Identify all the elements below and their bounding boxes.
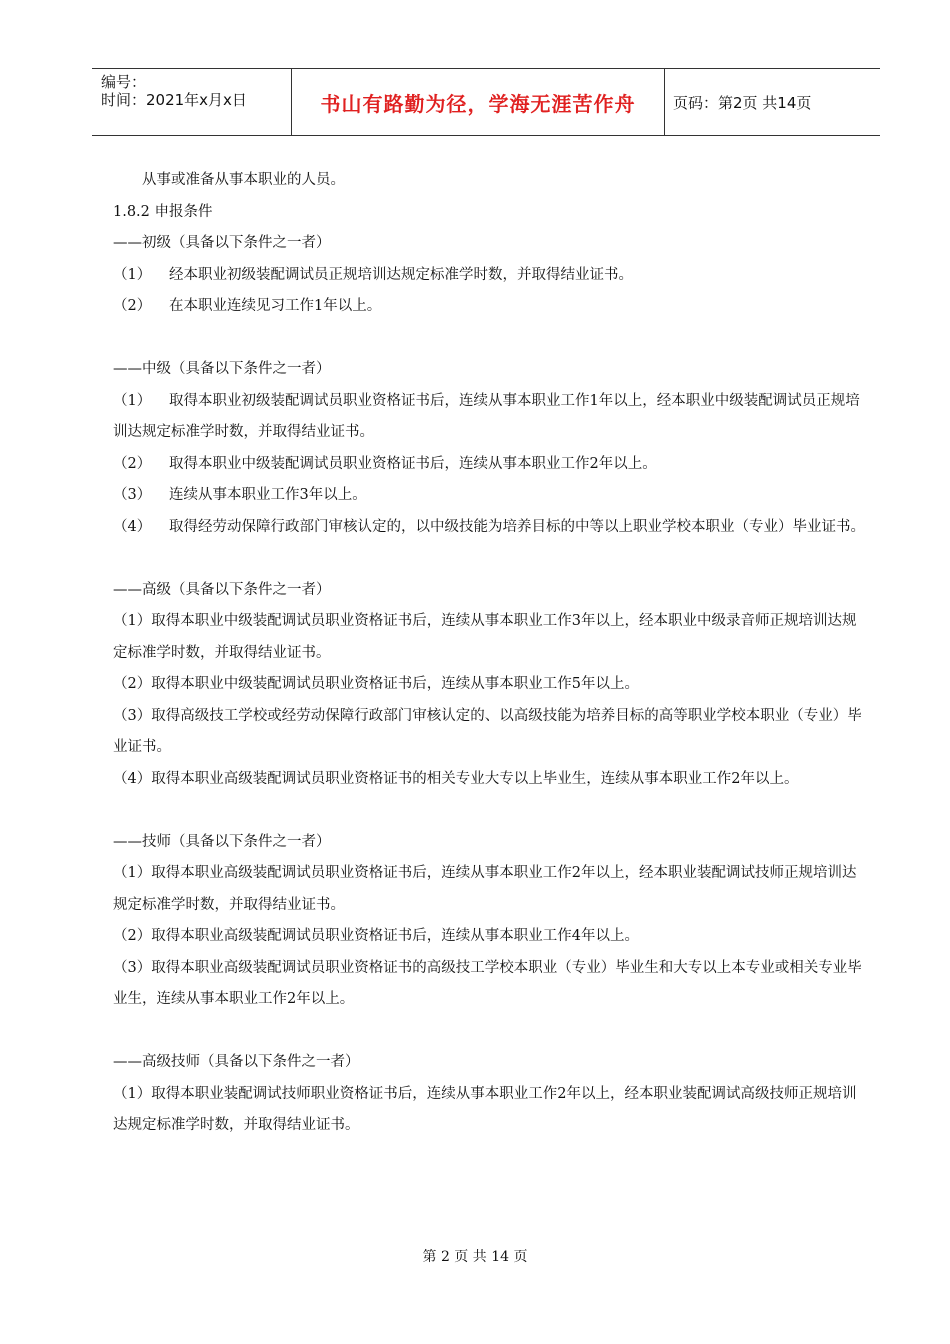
item-number: （1） xyxy=(113,392,152,409)
list-item: （1）取得本职业高级装配调试员职业资格证书后，连续从事本职业工作2年以上，经本职业装配调试技师正规培训达规定标准学时数，并取得结业证书。 xyxy=(113,865,857,913)
spacer xyxy=(113,323,865,355)
item-text: 取得本职业中级装配调试员职业资格证书后，连续从事本职业工作2年以上。 xyxy=(169,455,657,472)
header-meta xyxy=(92,69,292,135)
item-number: （2） xyxy=(113,455,152,472)
list-item: （1）取得本职业中级装配调试员职业资格证书后，连续从事本职业工作3年以上，经本职业中级录音师正规培训达规定标准学时数，并取得结业证书。 xyxy=(113,613,857,661)
list-item: （3）取得高级技工学校或经劳动保障行政部门审核认定的、以高级技能为培养目标的高等职业学校本职业（专业）毕业证书。 xyxy=(113,707,862,755)
intro-paragraph: 从事或准备从事本职业的人员。 xyxy=(142,172,345,188)
document-number-label: 编号： xyxy=(101,73,147,91)
list-item xyxy=(113,291,865,323)
list-item xyxy=(113,449,865,481)
item-text: 取得本职业初级装配调试员职业资格证书后，连续从事本职业工作1年以上，经本职业中级装配调试员正规培训达规定标准学时数，并取得结业证书。 xyxy=(113,392,860,440)
item-text: 取得经劳动保障行政部门审核认定的，以中级技能为培养目标的中等以上职业学校本职业（专业）毕业证书。 xyxy=(169,518,865,535)
header-motto: 书山有路勤为径，学海无涯苦作舟 xyxy=(292,69,665,135)
item-number: （2） xyxy=(113,298,152,314)
page-footer: 第 2 页 共 14 页 xyxy=(422,1249,528,1265)
list-item: （1）取得本职业装配调试技师职业资格证书后，连续从事本职业工作2年以上，经本职业装配调试高级技师正规培训达规定标准学时数，并取得结业证书。 xyxy=(113,1085,857,1133)
list-item xyxy=(113,512,865,544)
document-time-label: 时间：2021年x月x日 xyxy=(101,91,247,109)
spacer xyxy=(113,543,865,575)
list-item: （2）取得本职业高级装配调试员职业资格证书后，连续从事本职业工作4年以上。 xyxy=(113,928,639,944)
document-body xyxy=(113,165,865,1142)
junior-heading: ——初级（具备以下条件之一者） xyxy=(113,235,331,251)
senior-heading: ——高级（具备以下条件之一者） xyxy=(113,581,331,598)
intermediate-heading: ——中级（具备以下条件之一者） xyxy=(113,361,331,377)
section-heading: 1.8.2 申报条件 xyxy=(113,203,213,220)
list-item xyxy=(113,260,865,292)
technician-heading: ——技师（具备以下条件之一者） xyxy=(113,833,331,850)
list-item: （2）取得本职业中级装配调试员职业资格证书后，连续从事本职业工作5年以上。 xyxy=(113,676,639,692)
spacer xyxy=(113,1016,865,1048)
header-page-label: 页码：第2页 共14页 xyxy=(673,93,812,112)
item-text: 在本职业连续见习工作1年以上。 xyxy=(169,298,382,314)
item-text: 连续从事本职业工作3年以上。 xyxy=(169,487,367,503)
item-number: （3） xyxy=(113,487,152,503)
page-header xyxy=(92,68,880,136)
spacer xyxy=(113,795,865,827)
item-text: 经本职业初级装配调试员正规培训达规定标准学时数，并取得结业证书。 xyxy=(169,266,633,283)
senior-technician-heading: ——高级技师（具备以下条件之一者） xyxy=(113,1054,360,1070)
list-item xyxy=(113,386,865,449)
item-number: （1） xyxy=(113,266,152,283)
list-item: （3）取得本职业高级装配调试员职业资格证书的高级技工学校本职业（专业）毕业生和大专以上本专业或相关专业毕业生，连续从事本职业工作2年以上。 xyxy=(113,959,862,1007)
item-number: （4） xyxy=(113,518,152,535)
list-item xyxy=(113,480,865,512)
list-item: （4）取得本职业高级装配调试员职业资格证书的相关专业大专以上毕业生，连续从事本职业工作2年以上。 xyxy=(113,770,799,787)
